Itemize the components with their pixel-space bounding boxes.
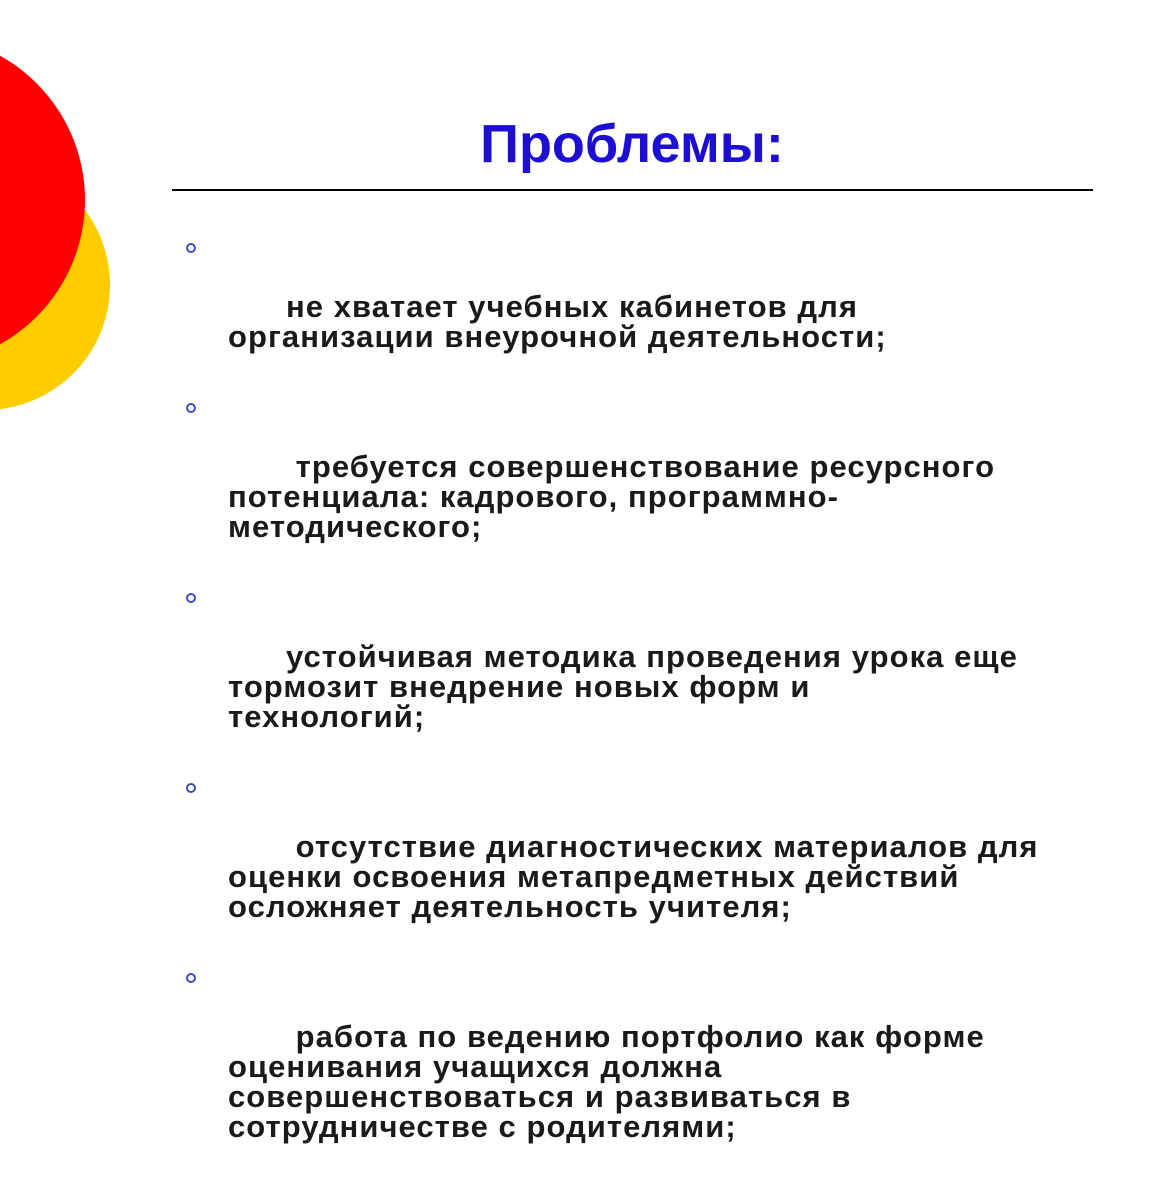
bullet-icon <box>186 593 196 603</box>
list-item <box>180 232 1080 382</box>
bullet-icon <box>186 783 196 793</box>
bullet-text: отсутствие диагностических материалов для оценки освоения метапредметных действий осложняет деятельность учителя; <box>228 829 1039 924</box>
list-item <box>180 772 1080 952</box>
list-item <box>180 962 1080 1172</box>
decorative-circles <box>0 0 120 470</box>
slide-title: Проблемы: <box>480 114 784 174</box>
bullet-icon <box>186 973 196 983</box>
list-item <box>180 582 1080 762</box>
bullet-text: не хватает учебных кабинетов для организации внеурочной деятельности; <box>228 289 887 354</box>
bullet-list <box>180 232 1080 1182</box>
bullet-text: требуется совершенствование ресурсного потенциала: кадрового, программно- методического; <box>228 449 996 544</box>
title-divider <box>172 189 1093 191</box>
bullet-text: работа по ведению портфолио как форме оценивания учащихся должна совершенствоваться и развиваться в сотрудничестве с родителями; <box>228 1019 985 1144</box>
bullet-text: устойчивая методика проведения урока еще тормозит внедрение новых форм и технологий; <box>228 639 1018 734</box>
list-item <box>180 392 1080 572</box>
bullet-icon <box>186 243 196 253</box>
bullet-icon <box>186 403 196 413</box>
